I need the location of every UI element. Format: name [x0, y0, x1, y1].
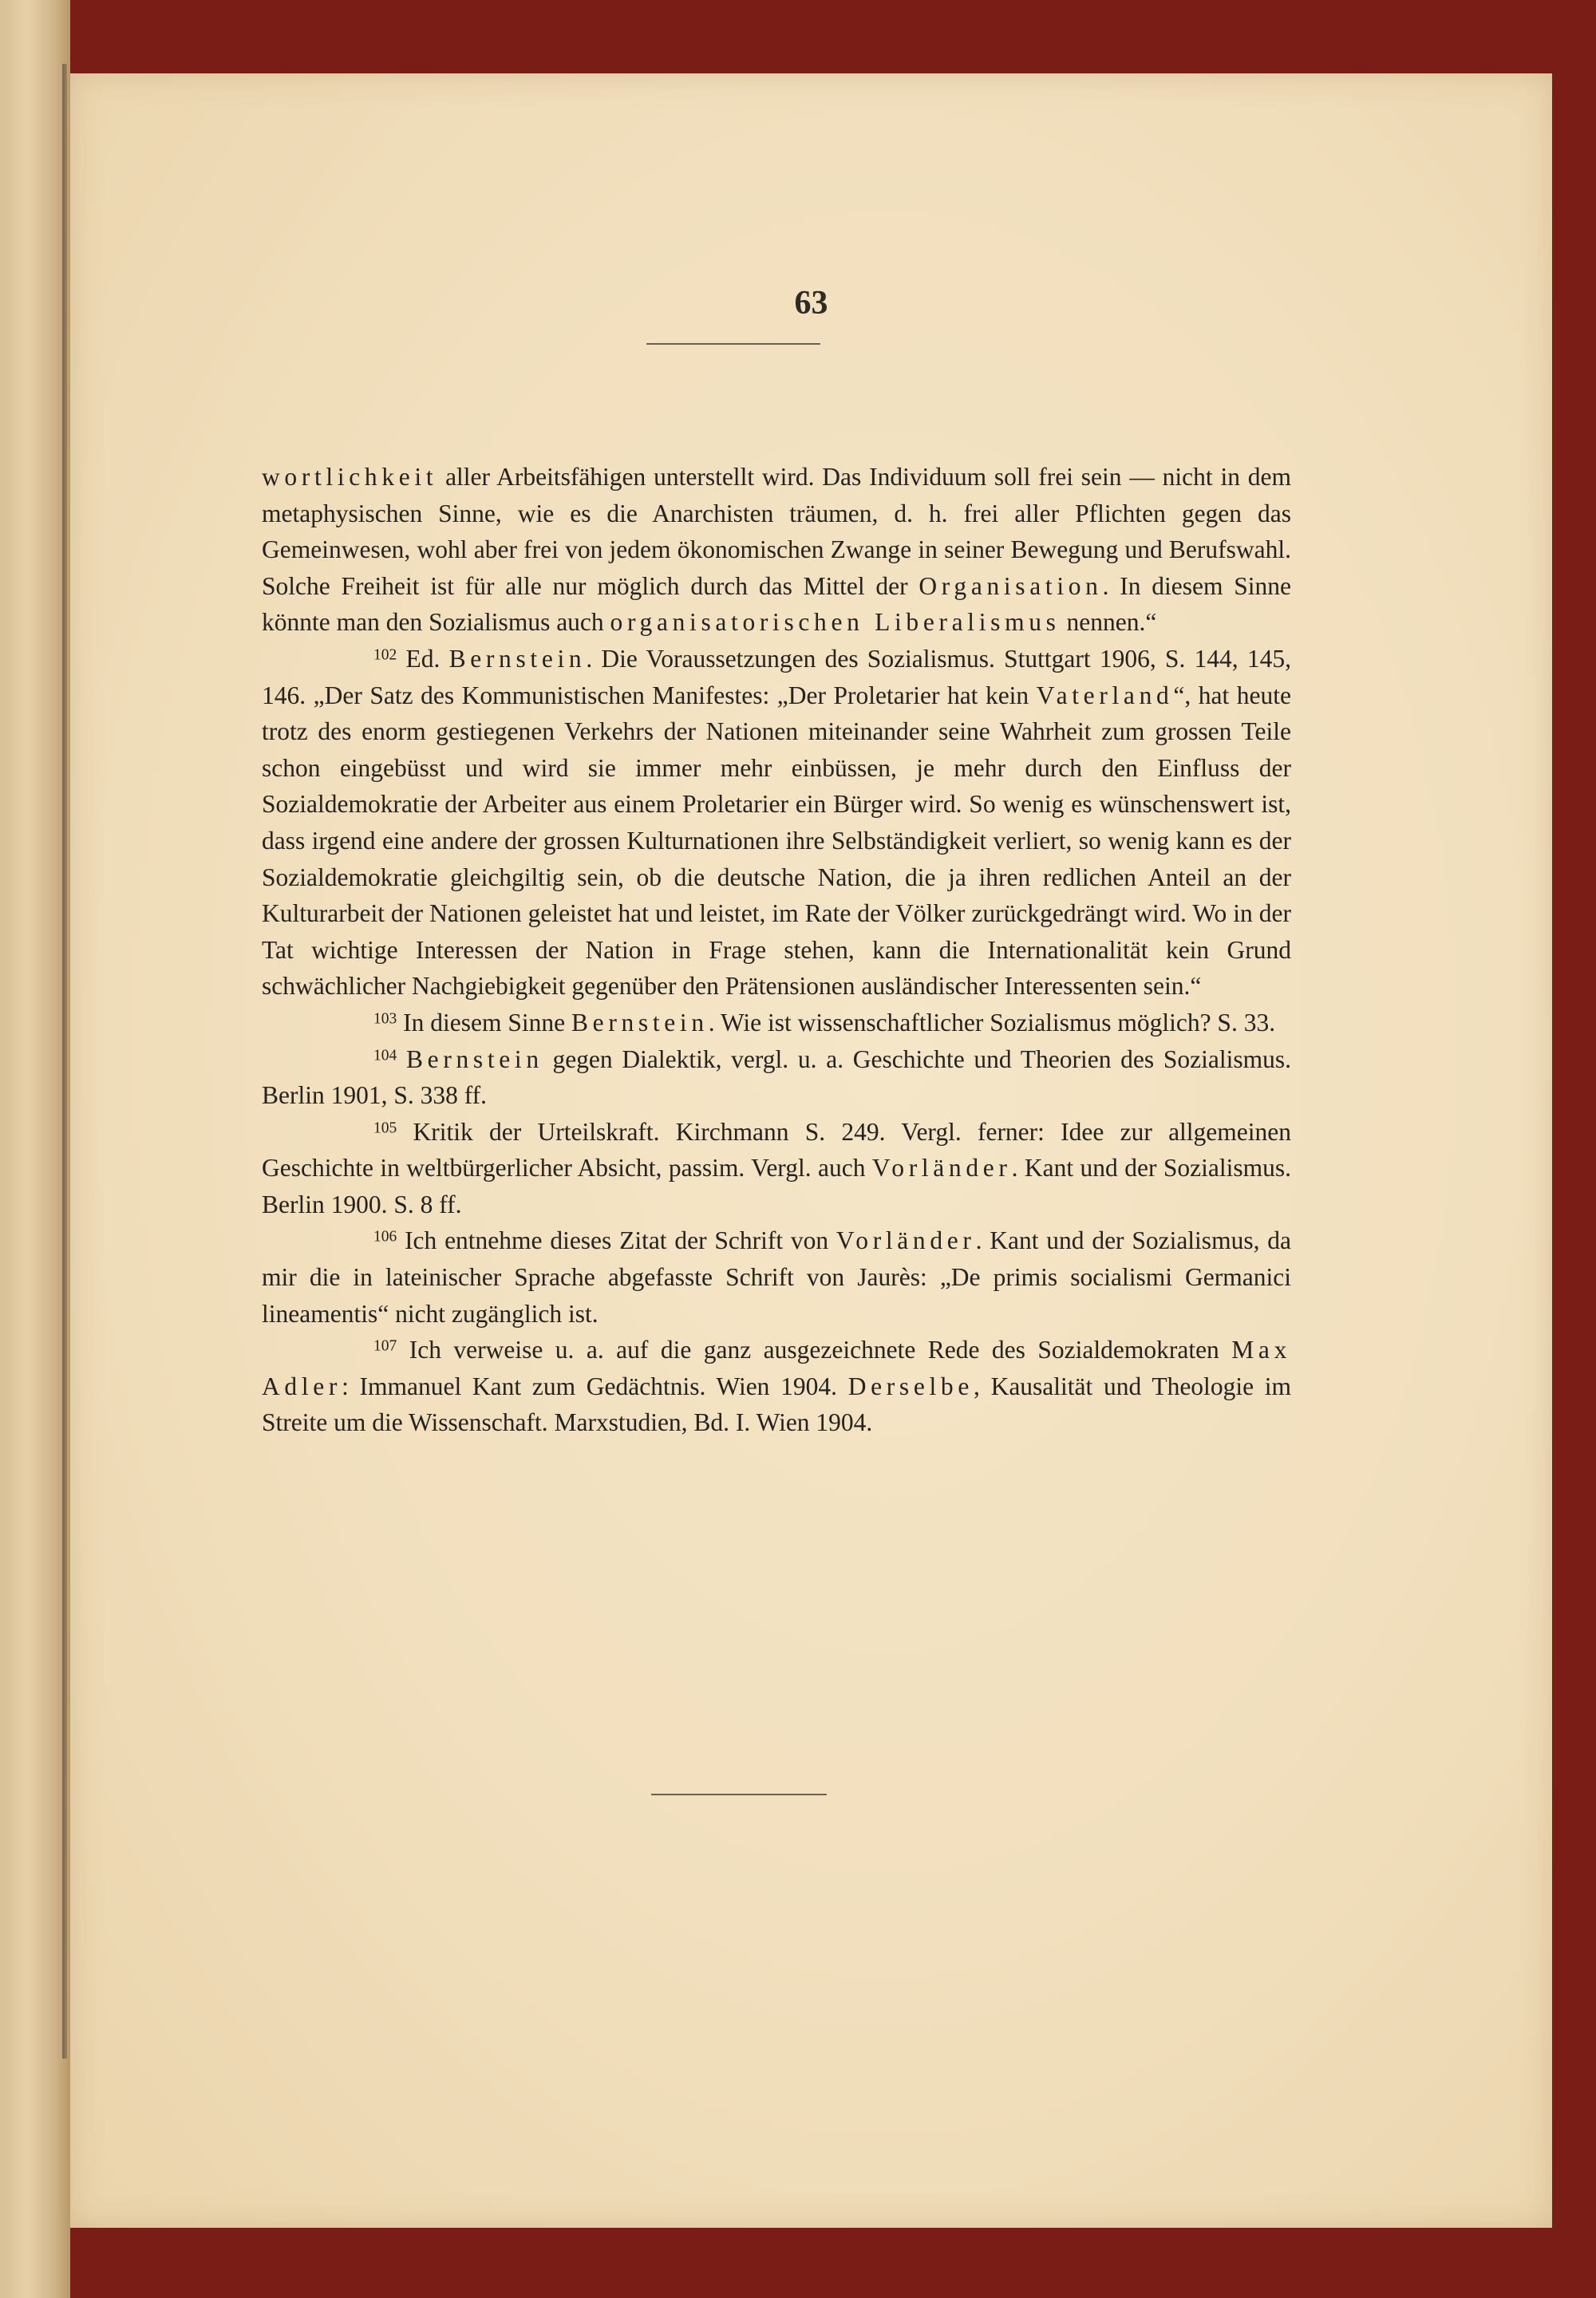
spaced-word: Vorländer [871, 1154, 1012, 1183]
text-run: In diesem Sinne [397, 1008, 571, 1036]
text-run: Ich entnehme dieses Zitat der Schrift von [397, 1226, 836, 1255]
spaced-word: Max Adler [262, 1336, 1291, 1400]
footnote-104 [262, 1041, 1291, 1114]
page-number: 63 [794, 285, 828, 322]
intro-paragraph [262, 459, 1291, 641]
text-run: nennen.“ [1060, 608, 1157, 637]
spaced-word: wortlichkeit [262, 463, 438, 491]
text-run: aller Arbeitsfähigen unterstellt wird. Das Individuum soll frei sein — nicht in dem metaphysischen Sinne, wie es die Anarchisten träumen, d. h. frei aller Pflichten gegen das Gemeinwesen, wohl aber frei von jedem ökonomischen Zwange in seiner Bewegung und Berufswahl. Solche Freiheit ist für alle nur möglich durch das Mittel der [262, 463, 1291, 600]
text-run: “, hat heute trotz des enorm gestiegenen Verkehrs der Nationen miteinander seine Wahrheit zum grossen Teile schon eingebüsst und wird sie immer mehr einbüssen, je mehr durch den Einfluss der Sozialdemokratie der Arbeiter aus einem Proletarier ein Bürger wird. So wenig es wünschenswert ist, dass irgend eine andere der grossen Kulturnationen ihre Selbständigkeit verliert, so wenig kann es der Sozialdemokratie gleichgiltig sein, ob die deutsche Nation, die ja ihren redlichen Anteil an der Kulturarbeit der Nationen geleistet hat und leistet, im Rate der Völker zurückgedrängt wird. Wo in der Tat wichtige Interessen der Nation in Frage stehen, kann die Internationalität kein Grund schwächlicher Nachgiebigkeit gegenüber den Prätensionen ausländischer Interessenten sein.“ [262, 681, 1291, 1001]
spaced-word: Vorländer [836, 1226, 976, 1255]
text-run [397, 1045, 406, 1073]
text-run: gegen Dialektik, vergl. u. a. Geschichte und Theorien des Sozialismus. Berlin 1901, S. 338 ff. [262, 1044, 1291, 1110]
text-run: . In diesem Sinne könnte man den Sozialismus auch [262, 571, 1292, 637]
spaced-word: Bernstein [571, 1008, 709, 1036]
text-run: . Kant und der Sozialismus. Berlin 1900. S. 8 ff. [262, 1154, 1291, 1218]
text-run: Ed. [397, 644, 449, 673]
adjacent-page-edge [0, 0, 70, 2298]
text-run: Kritik der Urteilskraft. Kirchmann S. 249. Vergl. ferner: Idee zur allgemeinen Geschichte in weltbürgerlicher Absicht, passim. Vergl. auch [262, 1117, 1291, 1183]
footnote-number: 102 [373, 646, 397, 664]
top-rule [646, 343, 820, 345]
binding-shadow [62, 64, 67, 2059]
spaced-word: Bernstein [448, 644, 587, 673]
text-run: Ich verweise u. a. auf die ganz ausgezeichnete Rede des Sozialdemokraten [397, 1336, 1232, 1364]
footnote-105 [262, 1114, 1291, 1223]
spaced-word: Vaterland [1036, 681, 1174, 709]
footnote-number: 105 [373, 1119, 397, 1137]
footnote-number: 107 [373, 1337, 397, 1355]
footnote-102 [262, 641, 1291, 1005]
text-run: . Die Voraussetzungen des Sozialismus. Stuttgart 1906, S. 144, 145, 146. „Der Satz des Kommunistischen Manifestes: „Der Proletarier hat kein [262, 644, 1291, 709]
footnote-number: 104 [373, 1047, 397, 1064]
footnote-103 [262, 1005, 1291, 1041]
footnote-number: 103 [373, 1010, 397, 1028]
footnote-number: 106 [373, 1229, 397, 1246]
spaced-word: Organisation [918, 571, 1103, 600]
main-text [262, 459, 1291, 1441]
spaced-word: Bernstein [405, 1044, 543, 1073]
footnote-107 [262, 1332, 1291, 1441]
book-page [70, 73, 1552, 2228]
text-run: , Kausalität und Theologie im Streite um die Wissenschaft. Marxstudien, Bd. I. Wien 1904. [262, 1372, 1291, 1437]
text-run: . Wie ist wissenschaftlicher Sozialismus möglich? S. 33. [708, 1008, 1276, 1036]
footnote-106 [262, 1222, 1291, 1332]
end-rule [651, 1794, 827, 1795]
spaced-word: organisatorischen Liberalismus [610, 608, 1061, 637]
text-run: : Immanuel Kant zum Gedächtnis. Wien 1904. [342, 1372, 848, 1400]
spaced-word: Derselbe [847, 1372, 974, 1400]
text-run: . Kant und der Sozialismus, da mir die in lateinischer Sprache abgefasste Schrift von Jaurès: „De primis socialismi Germanici lineamentis“ nicht zugänglich ist. [262, 1226, 1291, 1328]
